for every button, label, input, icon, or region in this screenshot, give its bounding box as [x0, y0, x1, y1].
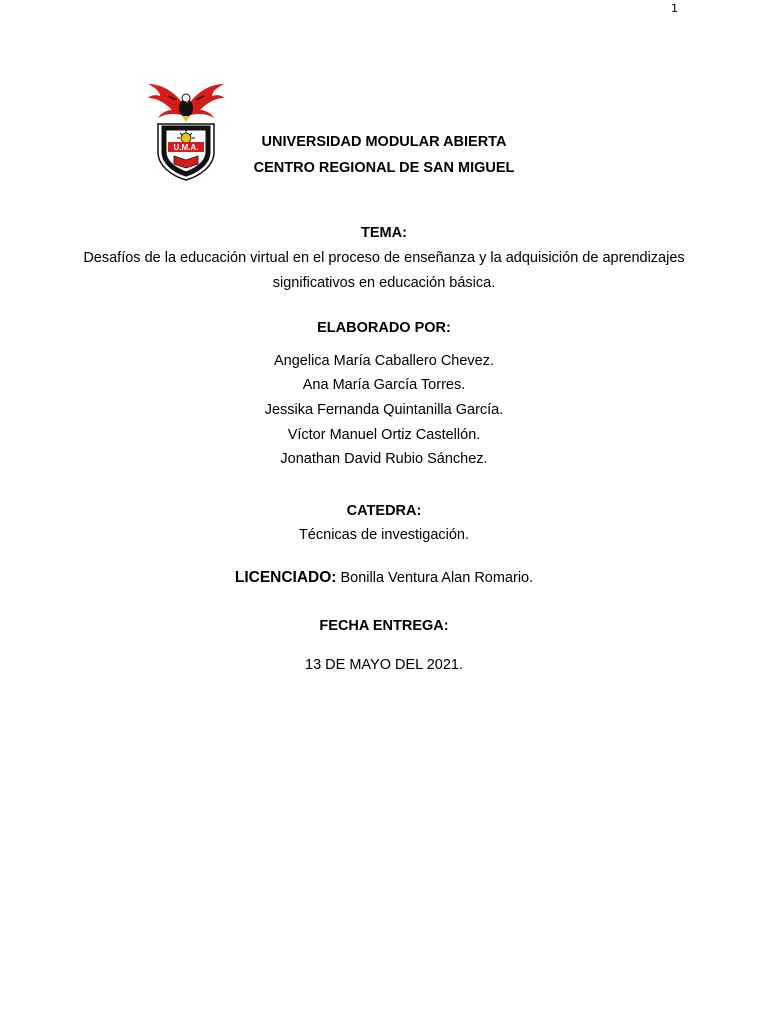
catedra-label: CATEDRA: — [346, 503, 422, 519]
university-name: UNIVERSIDAD MODULAR ABIERTA — [261, 134, 507, 150]
licenciado-line — [0, 569, 768, 587]
author-name: Jonathan David Rubio Sánchez. — [280, 451, 488, 467]
author-name: Ana María García Torres. — [302, 377, 466, 393]
tema-line-1: Desafíos de la educación virtual en el proceso de enseñanza y la adquisición de aprendizajes — [83, 250, 685, 266]
author-name: Angelica María Caballero Chevez. — [273, 353, 495, 369]
author-name: Jessika Fernanda Quintanilla García. — [264, 402, 504, 418]
fecha-value: 13 DE MAYO DEL 2021. — [305, 657, 463, 673]
tema-label: TEMA: — [361, 225, 407, 241]
licenciado-value: Bonilla Ventura Alan Romario. — [336, 570, 534, 586]
page-number: 1 — [671, 2, 678, 15]
authors-label: ELABORADO POR: — [317, 320, 451, 336]
catedra-value: Técnicas de investigación. — [298, 527, 470, 543]
fecha-label: FECHA ENTREGA: — [319, 618, 449, 634]
tema-line-2: significativos en educación básica. — [272, 275, 496, 291]
logo-letters: U.M.A. — [173, 143, 199, 152]
author-name: Víctor Manuel Ortiz Castellón. — [287, 427, 481, 443]
licenciado-label: LICENCIADO: — [234, 569, 337, 586]
regional-center: CENTRO REGIONAL DE SAN MIGUEL — [253, 160, 515, 176]
